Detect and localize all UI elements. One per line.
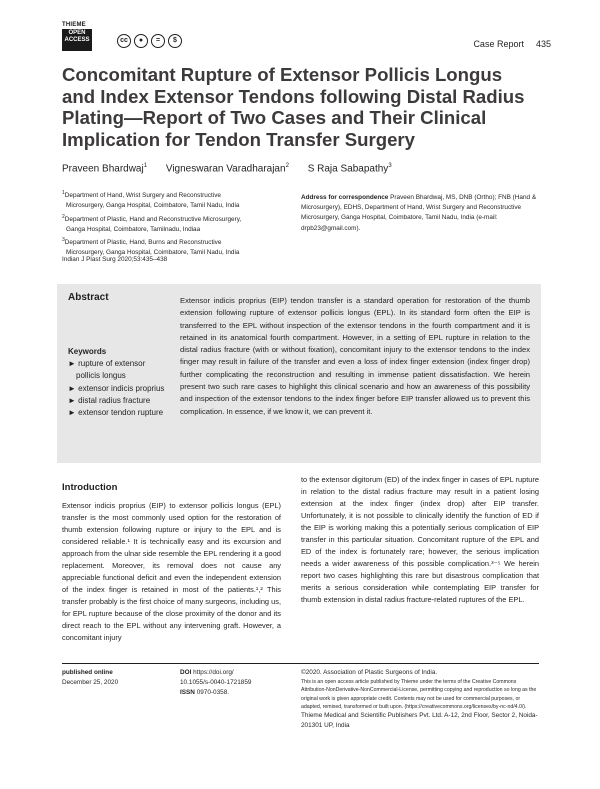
author-name: Praveen Bhardwaj	[62, 163, 144, 175]
copyright-info	[301, 668, 541, 731]
author-affil-ref: 3	[388, 163, 392, 169]
introduction-left-column: Extensor indicis proprius (EIP) to extensor pollicis longus (EPL) transfer is the most commonly used option for the restoration of thumb extension following rupture or injury to the EPL and is considered reliable.¹ It is technically easy and its excursion and approach from the ulnar side resemble the EPL rendering it a good replacement. Moreover, its removal does not cause any appreciable functional deficit and even the independent extension of the index finger is retained in most of the patients.¹,² This transfer probably is the first choice of many surgeons, including us, for EPL rupture because of the close proximity of the donor and its direct reach to the EPL without any intervening graft. However, a concomitant injury	[62, 501, 281, 642]
keyword-item: ► extensor indicis proprius	[68, 383, 165, 393]
published-date: December 25, 2020	[62, 679, 119, 686]
keyword-item: ► distal radius fracture	[68, 395, 151, 405]
publisher-name: THIEME	[62, 22, 86, 28]
journal-citation: Indian J Plast Surg 2020;53:435–438	[62, 256, 168, 263]
page-number: 435	[535, 39, 551, 49]
logo-line-1: OPEN	[68, 30, 86, 36]
author-name: S Raja Sabapathy	[307, 163, 389, 175]
author-name: Vigneswaran Varadharajan	[165, 163, 286, 175]
open-access-logo	[62, 29, 92, 51]
license-icons	[117, 34, 182, 48]
affiliation: $^1$Department of Hand, Wrist Surgery and Reconstructive Microsurgery, Ganga Hospital, Coimbatore, Tamil Nadu, India	[62, 190, 240, 210]
publication-info	[62, 668, 172, 688]
keyword-item: ► extensor tendon rupture	[68, 408, 164, 418]
section-label: Case Report	[473, 39, 524, 49]
logo-line-2: ACCESS	[64, 37, 90, 43]
introduction-right-column: to the extensor digitorum (ED) of the index finger in cases of EPL rupture in relation to the distal radius fracture may result in a patient losing extension at the index finger (index drop) after EIP transfer. Unfortunately, it is not possible to clinically identify the function of ED if the EIP is working making this a potentially serious complication of EIP transfer in this particular situation. Concomitant rupture of the EPL and ED of the index is fortunately rare; however, the serious implication needs a wider awareness of this possible complication.³⁻⁵ We herein report two cases highlighting this rare but disastrous complication that merits a serious consideration while contemplating EIP transfer for thumb extension in distal radius fracture-related ruptures of the EPL.	[301, 475, 539, 604]
correspondence-label: Address for correspondence	[301, 194, 389, 201]
doi-label: DOI	[180, 669, 192, 676]
copyright-line: ©2020. Association of Plastic Surgeons of India.	[301, 669, 438, 676]
introduction-heading: Introduction	[62, 482, 118, 493]
keywords-heading: Keywords	[68, 347, 107, 356]
by-icon: ●	[134, 34, 148, 48]
keyword-item: ► rupture of extensor pollicis longus	[68, 359, 146, 381]
author-affil-ref: 2	[285, 163, 289, 169]
running-head	[473, 39, 551, 49]
published-label: published online	[62, 669, 113, 676]
abstract-text: Extensor indicis proprius (EIP) tendon transfer is a standard operation for restoration of the thumb extension following rupture of extensor pollicis longus (EPL). In its standard form often the EIP is transferred to the EPL without inspection of the extensor tendons in the fourth compartment and it is retained in its anatomical fourth compartment. However, in a setting of EPL rupture in relation to the distal radius fracture (with or without fixation), concomitant injury to the extensor tendons to the index finger may result in failure of the transfer and even a loss of index finger extension (index finger drop) further complicating the reconstruction and resulting in immense patient dissatisfaction. We herein present two such rare cases to highlight this clinical scenario and how an awareness of this possibility and inspection of the extensor tendons to the index finger before EIP transfer allowed us to prevent this complication. In essence, if we know it, we can prevent it.	[180, 296, 530, 416]
correspondence-address	[301, 193, 541, 234]
affiliation: $^3$Department of Plastic, Hand, Burns and Reconstructive Microsurgery, Ganga Hospital, Coimbatore, Tamil Nadu, India	[62, 237, 240, 257]
publisher-address: Thieme Medical and Scientific Publishers Pvt. Ltd. A-12, 2nd Floor, Sector 2, Noida-201301 UP, India	[301, 712, 538, 730]
nc-icon: =	[151, 34, 165, 48]
author-list	[62, 163, 392, 174]
article-title: Concomitant Rupture of Extensor Pollicis Longus and Index Extensor Tendons following Distal Radius Plating—Report of Two Cases and Their Clinical Implication for Tendon Transfer Surgery	[62, 64, 525, 150]
license-text: This is an open access article published by Thieme under the terms of the Creative Commons Attribution-NonDerivative-NonCommercial-License, permitting copying and reproduction so long as the original work is given appropriate credit. Contents may not be used for commercial purposes, or adapted, remixed, transformed or built upon. (https://creativecommons.org/licenses/by-nc-nd/4.0/).	[301, 679, 537, 710]
issn-label: ISSN	[180, 689, 195, 696]
affiliation: $^2$Department of Plastic, Hand and Reconstructive Microsurgery, Ganga Hospital, Coimbatore, Tamilnadu, Indiaa	[62, 213, 242, 233]
keyword-list	[68, 358, 168, 419]
abstract-heading: Abstract	[68, 292, 109, 303]
author-affil-ref: 1	[143, 163, 148, 169]
issn-value: 0970-0358.	[196, 689, 230, 696]
correspondence-text: Praveen Bhardwaj, MS, DNB (Ortho); FNB (Hand & Microsurgery), EDHS, Department of Hand, Wrist Surgery and Reconstructive Microsurgery, Ganga Hospital, Coimbatore, Tamil Nadu, India (e-mail: drpb23@gmail.com).	[301, 194, 537, 232]
doi-line-2: 10.1055/s-0040-1721859	[180, 679, 252, 686]
doi-info	[180, 668, 280, 698]
nd-icon: $	[168, 34, 182, 48]
cc-icon: cc	[117, 34, 131, 48]
affiliations	[62, 188, 282, 259]
footer-divider	[62, 663, 539, 664]
doi-line-1: https://doi.org/	[193, 669, 234, 676]
